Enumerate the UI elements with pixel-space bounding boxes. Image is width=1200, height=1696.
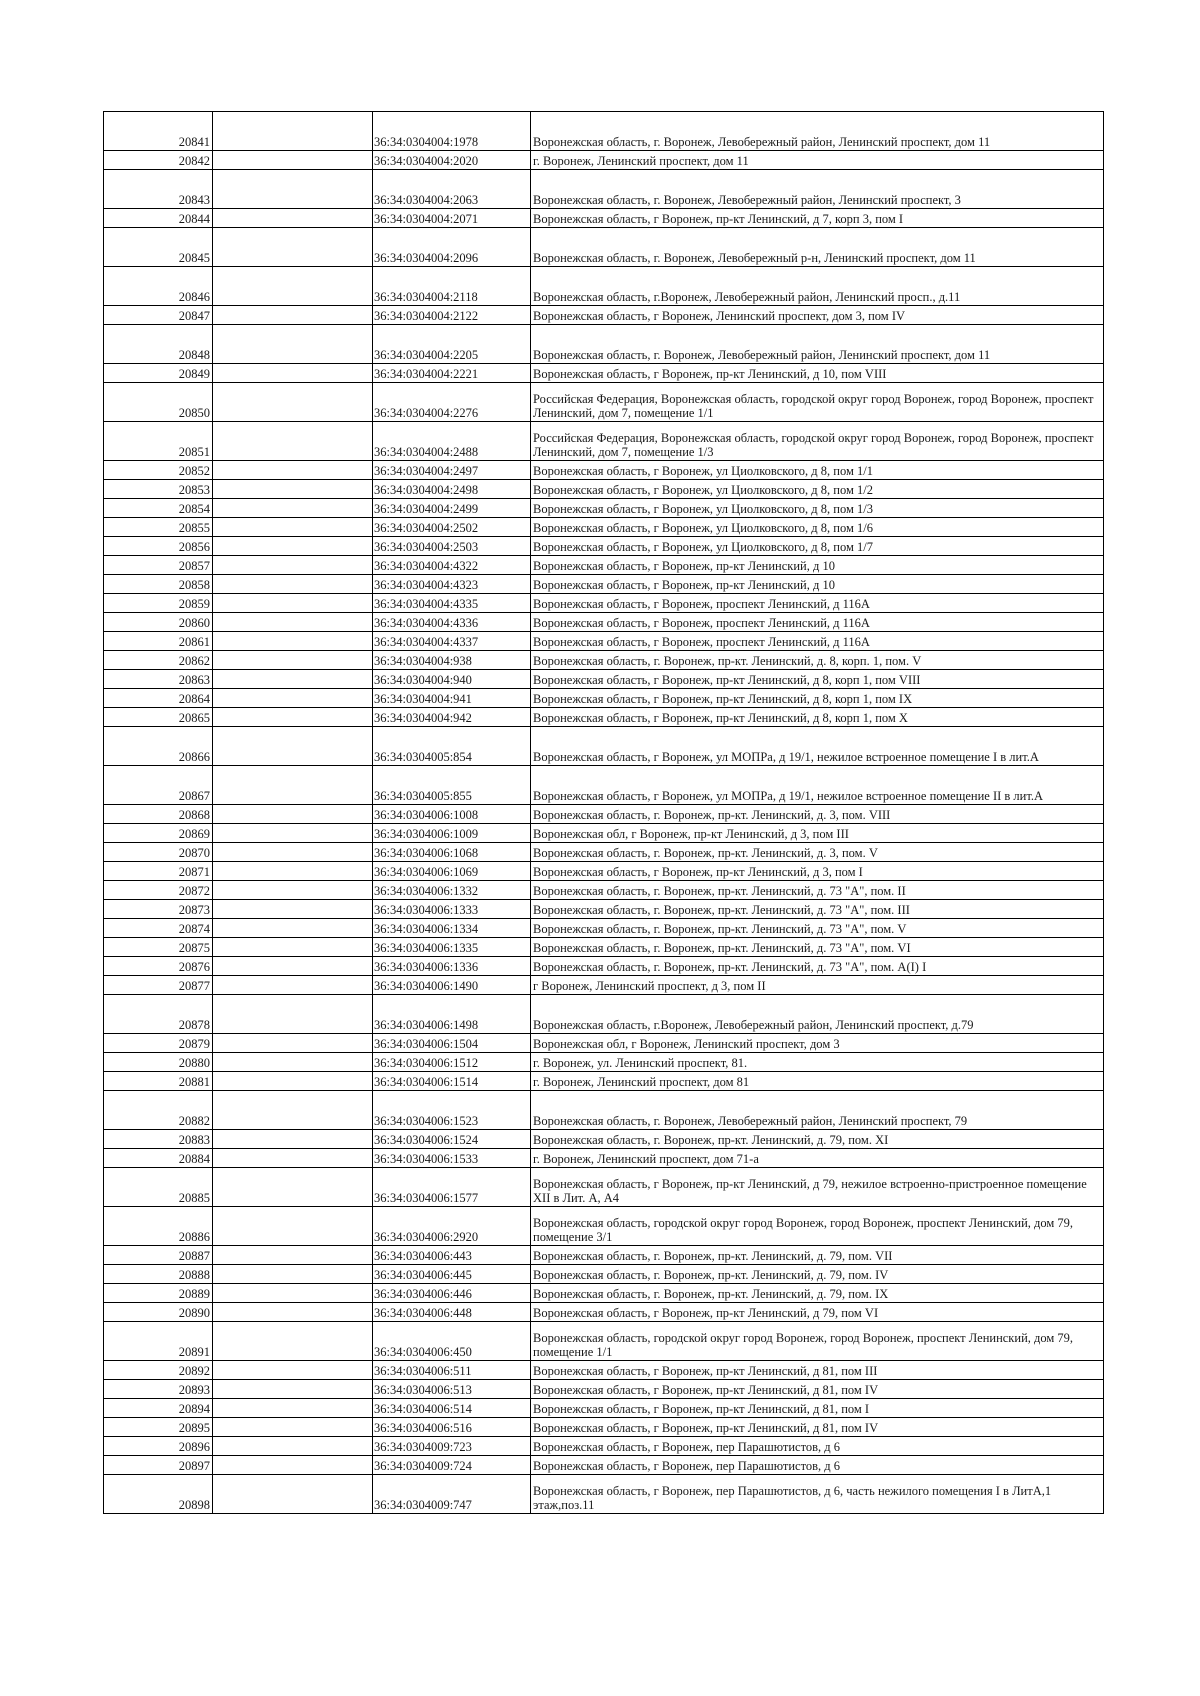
row-number-cell: 20891 [104, 1322, 213, 1361]
cadastral-number-cell: 36:34:0304006:1524 [373, 1130, 531, 1149]
address-cell: Воронежская область, г Воронеж, пр-кт Ленинский, д 10 [531, 575, 1104, 594]
table-row [104, 862, 1104, 881]
table-row [104, 919, 1104, 938]
table-row [104, 1361, 1104, 1380]
table-row [104, 1072, 1104, 1091]
cadastral-number-cell: 36:34:0304006:1514 [373, 1072, 531, 1091]
cadastral-number-cell: 36:34:0304004:2221 [373, 364, 531, 383]
empty-cell [213, 613, 373, 632]
row-number-cell: 20882 [104, 1091, 213, 1130]
table-row [104, 613, 1104, 632]
row-number-cell: 20873 [104, 900, 213, 919]
cadastral-number-cell: 36:34:0304004:4322 [373, 556, 531, 575]
cadastral-number-cell: 36:34:0304004:2488 [373, 422, 531, 461]
table-row [104, 112, 1104, 151]
address-cell: Воронежская область, г. Воронеж, пр-кт. Ленинский, д. 79, пом. XI [531, 1130, 1104, 1149]
table-row [104, 1437, 1104, 1456]
empty-cell [213, 1053, 373, 1072]
address-cell: Воронежская область, г. Воронеж, Левобережный район, Ленинский проспект, 79 [531, 1091, 1104, 1130]
cadastral-number-cell: 36:34:0304006:1523 [373, 1091, 531, 1130]
row-number-cell: 20884 [104, 1149, 213, 1168]
empty-cell [213, 689, 373, 708]
row-number-cell: 20877 [104, 976, 213, 995]
empty-cell [213, 151, 373, 170]
cadastral-number-cell: 36:34:0304006:446 [373, 1284, 531, 1303]
table-row [104, 957, 1104, 976]
address-cell: Воронежская область, г Воронеж, пр-кт Ленинский, д 81, пом IV [531, 1418, 1104, 1437]
table-row [104, 900, 1104, 919]
row-number-cell: 20872 [104, 881, 213, 900]
row-number-cell: 20898 [104, 1475, 213, 1514]
cadastral-number-cell: 36:34:0304006:443 [373, 1246, 531, 1265]
row-number-cell: 20875 [104, 938, 213, 957]
table-row [104, 1303, 1104, 1322]
empty-cell [213, 1361, 373, 1380]
cadastral-number-cell: 36:34:0304004:941 [373, 689, 531, 708]
empty-cell [213, 306, 373, 325]
row-number-cell: 20887 [104, 1246, 213, 1265]
address-cell: Воронежская область, г Воронеж, ул Циолковского, д 8, пом 1/1 [531, 461, 1104, 480]
row-number-cell: 20861 [104, 632, 213, 651]
table-row [104, 651, 1104, 670]
row-number-cell: 20849 [104, 364, 213, 383]
empty-cell [213, 976, 373, 995]
empty-cell [213, 1475, 373, 1514]
address-cell: Воронежская область, г. Воронеж, пр-кт. Ленинский, д. 73 "А", пом. VI [531, 938, 1104, 957]
address-cell: Воронежская область, г. Воронеж, Левобережный р-н, Ленинский проспект, дом 11 [531, 228, 1104, 267]
empty-cell [213, 1130, 373, 1149]
empty-cell [213, 364, 373, 383]
row-number-cell: 20856 [104, 537, 213, 556]
address-cell: Воронежская область, г. Воронеж, пр-кт. Ленинский, д. 73 "А", пом. V [531, 919, 1104, 938]
table-row [104, 518, 1104, 537]
empty-cell [213, 670, 373, 689]
address-cell: Воронежская область, г Воронеж, пр-кт Ленинский, д 81, пом I [531, 1399, 1104, 1418]
table-row [104, 632, 1104, 651]
empty-cell [213, 575, 373, 594]
empty-cell [213, 824, 373, 843]
empty-cell [213, 1322, 373, 1361]
table-row [104, 1246, 1104, 1265]
table-row [104, 170, 1104, 209]
row-number-cell: 20847 [104, 306, 213, 325]
row-number-cell: 20845 [104, 228, 213, 267]
empty-cell [213, 537, 373, 556]
cadastral-number-cell: 36:34:0304006:1009 [373, 824, 531, 843]
empty-cell [213, 766, 373, 805]
table-row [104, 594, 1104, 613]
row-number-cell: 20866 [104, 727, 213, 766]
address-cell: Воронежская область, г. Воронеж, Левобережный район, Ленинский проспект, дом 11 [531, 112, 1104, 151]
table-row [104, 209, 1104, 228]
empty-cell [213, 594, 373, 613]
cadastral-number-cell: 36:34:0304004:4335 [373, 594, 531, 613]
cadastral-number-cell: 36:34:0304006:445 [373, 1265, 531, 1284]
empty-cell [213, 651, 373, 670]
empty-cell [213, 957, 373, 976]
empty-cell [213, 1034, 373, 1053]
address-cell: Воронежская область, г.Воронеж, Левобережный район, Ленинский просп., д.11 [531, 267, 1104, 306]
table-row [104, 267, 1104, 306]
address-cell: Воронежская область, г Воронеж, пр-кт Ленинский, д 79, нежилое встроенно-пристроенное помещение XII в Лит. А, А4 [531, 1168, 1104, 1207]
empty-cell [213, 900, 373, 919]
table-row [104, 708, 1104, 727]
cadastral-number-cell: 36:34:0304006:1069 [373, 862, 531, 881]
row-number-cell: 20876 [104, 957, 213, 976]
row-number-cell: 20880 [104, 1053, 213, 1072]
address-cell: г. Воронеж, Ленинский проспект, дом 81 [531, 1072, 1104, 1091]
empty-cell [213, 1303, 373, 1322]
row-number-cell: 20885 [104, 1168, 213, 1207]
address-cell: Воронежская область, г. Воронеж, Левобережный район, Ленинский проспект, 3 [531, 170, 1104, 209]
address-cell: Воронежская область, г Воронеж, пр-кт Ленинский, д 3, пом I [531, 862, 1104, 881]
address-cell: Воронежская область, г Воронеж, пер Парашютистов, д 6 [531, 1456, 1104, 1475]
table-row [104, 325, 1104, 364]
row-number-cell: 20883 [104, 1130, 213, 1149]
empty-cell [213, 170, 373, 209]
table-row [104, 843, 1104, 862]
address-cell: Воронежская область, г Воронеж, ул МОПРа, д 19/1, нежилое встроенное помещение I в лит.А [531, 727, 1104, 766]
empty-cell [213, 995, 373, 1034]
table-row [104, 556, 1104, 575]
row-number-cell: 20857 [104, 556, 213, 575]
row-number-cell: 20863 [104, 670, 213, 689]
row-number-cell: 20842 [104, 151, 213, 170]
empty-cell [213, 938, 373, 957]
table-row [104, 499, 1104, 518]
address-cell: Воронежская область, г Воронеж, ул Циолковского, д 8, пом 1/7 [531, 537, 1104, 556]
table-row [104, 461, 1104, 480]
cadastral-number-cell: 36:34:0304006:1333 [373, 900, 531, 919]
address-cell: г. Воронеж, ул. Ленинский проспект, 81. [531, 1053, 1104, 1072]
row-number-cell: 20889 [104, 1284, 213, 1303]
row-number-cell: 20846 [104, 267, 213, 306]
address-cell: Воронежская область, г Воронеж, пр-кт Ленинский, д 8, корп 1, пом IX [531, 689, 1104, 708]
empty-cell [213, 881, 373, 900]
table-row [104, 1168, 1104, 1207]
empty-cell [213, 422, 373, 461]
table-row [104, 383, 1104, 422]
table-row [104, 1265, 1104, 1284]
cadastral-number-cell: 36:34:0304004:2096 [373, 228, 531, 267]
cadastral-number-cell: 36:34:0304004:4323 [373, 575, 531, 594]
table-row [104, 1053, 1104, 1072]
empty-cell [213, 1456, 373, 1475]
empty-cell [213, 919, 373, 938]
address-cell: Воронежская область, г.Воронеж, Левобережный район, Ленинский проспект, д.79 [531, 995, 1104, 1034]
cadastral-number-cell: 36:34:0304004:2122 [373, 306, 531, 325]
address-cell: Воронежская обл, г Воронеж, Ленинский проспект, дом 3 [531, 1034, 1104, 1053]
row-number-cell: 20851 [104, 422, 213, 461]
address-cell: Воронежская область, г. Воронеж, пр-кт. Ленинский, д. 3, пом. VIII [531, 805, 1104, 824]
cadastral-number-cell: 36:34:0304006:511 [373, 1361, 531, 1380]
row-number-cell: 20888 [104, 1265, 213, 1284]
empty-cell [213, 499, 373, 518]
table-row [104, 727, 1104, 766]
cadastral-number-cell: 36:34:0304004:1978 [373, 112, 531, 151]
row-number-cell: 20886 [104, 1207, 213, 1246]
address-cell: Воронежская область, г Воронеж, пр-кт Ленинский, д 10, пом VIII [531, 364, 1104, 383]
table-row [104, 364, 1104, 383]
empty-cell [213, 1246, 373, 1265]
empty-cell [213, 556, 373, 575]
cadastral-number-cell: 36:34:0304004:938 [373, 651, 531, 670]
row-number-cell: 20858 [104, 575, 213, 594]
cadastral-number-cell: 36:34:0304006:1068 [373, 843, 531, 862]
row-number-cell: 20890 [104, 1303, 213, 1322]
address-cell: Воронежская область, городской округ город Воронеж, город Воронеж, проспект Ленинский, дом 79, помещение 3/1 [531, 1207, 1104, 1246]
empty-cell [213, 518, 373, 537]
address-cell: Воронежская область, г. Воронеж, пр-кт. Ленинский, д. 73 "А", пом. А(I) I [531, 957, 1104, 976]
table-row [104, 938, 1104, 957]
row-number-cell: 20870 [104, 843, 213, 862]
address-cell: Воронежская область, г Воронеж, пр-кт Ленинский, д 79, пом VI [531, 1303, 1104, 1322]
cadastral-number-cell: 36:34:0304004:2499 [373, 499, 531, 518]
row-number-cell: 20871 [104, 862, 213, 881]
address-cell: Воронежская область, г Воронеж, пр-кт Ленинский, д 10 [531, 556, 1104, 575]
row-number-cell: 20859 [104, 594, 213, 613]
cadastral-number-cell: 36:34:0304006:448 [373, 1303, 531, 1322]
table-row [104, 575, 1104, 594]
address-cell: Воронежская область, г Воронеж, проспект Ленинский, д 116А [531, 613, 1104, 632]
row-number-cell: 20897 [104, 1456, 213, 1475]
address-cell: Воронежская область, г. Воронеж, пр-кт. Ленинский, д. 73 "А", пом. III [531, 900, 1104, 919]
empty-cell [213, 1207, 373, 1246]
row-number-cell: 20869 [104, 824, 213, 843]
empty-cell [213, 1437, 373, 1456]
address-cell: Воронежская область, г. Воронеж, пр-кт. Ленинский, д. 73 "А", пом. II [531, 881, 1104, 900]
row-number-cell: 20865 [104, 708, 213, 727]
address-cell: Воронежская область, г Воронеж, ул Циолковского, д 8, пом 1/3 [531, 499, 1104, 518]
cadastral-number-cell: 36:34:0304004:2276 [373, 383, 531, 422]
row-number-cell: 20894 [104, 1399, 213, 1418]
row-number-cell: 20864 [104, 689, 213, 708]
table-row [104, 151, 1104, 170]
address-cell: Российская Федерация, Воронежская область, городской округ город Воронеж, город Воронеж, проспект Ленинский, дом 7, помещение 1/1 [531, 383, 1104, 422]
table-row [104, 689, 1104, 708]
empty-cell [213, 727, 373, 766]
empty-cell [213, 862, 373, 881]
address-cell: Воронежская область, г. Воронеж, пр-кт. Ленинский, д. 79, пом. IX [531, 1284, 1104, 1303]
table-row [104, 1284, 1104, 1303]
empty-cell [213, 1399, 373, 1418]
table-row [104, 805, 1104, 824]
row-number-cell: 20854 [104, 499, 213, 518]
empty-cell [213, 209, 373, 228]
row-number-cell: 20896 [104, 1437, 213, 1456]
empty-cell [213, 325, 373, 364]
cadastral-number-cell: 36:34:0304004:2071 [373, 209, 531, 228]
address-cell: Воронежская область, г Воронеж, ул Циолковского, д 8, пом 1/6 [531, 518, 1104, 537]
table-row [104, 1380, 1104, 1399]
empty-cell [213, 1072, 373, 1091]
table-row [104, 1034, 1104, 1053]
table-row [104, 537, 1104, 556]
address-cell: Воронежская область, г Воронеж, проспект Ленинский, д 116А [531, 632, 1104, 651]
table-row [104, 1091, 1104, 1130]
cadastral-number-cell: 36:34:0304005:855 [373, 766, 531, 805]
cadastral-number-cell: 36:34:0304006:1533 [373, 1149, 531, 1168]
row-number-cell: 20879 [104, 1034, 213, 1053]
cadastral-number-cell: 36:34:0304004:4336 [373, 613, 531, 632]
empty-cell [213, 1168, 373, 1207]
address-cell: Воронежская область, г Воронеж, пер Парашютистов, д 6, часть нежилого помещения I в ЛитА,1 этаж,поз.11 [531, 1475, 1104, 1514]
empty-cell [213, 1284, 373, 1303]
empty-cell [213, 1149, 373, 1168]
row-number-cell: 20867 [104, 766, 213, 805]
address-cell: Воронежская область, г Воронеж, проспект Ленинский, д 116А [531, 594, 1104, 613]
address-cell: Воронежская область, г Воронеж, пр-кт Ленинский, д 8, корп 1, пом X [531, 708, 1104, 727]
empty-cell [213, 267, 373, 306]
cadastral-number-cell: 36:34:0304006:1336 [373, 957, 531, 976]
table-row [104, 1418, 1104, 1437]
cadastral-number-cell: 36:34:0304006:1498 [373, 995, 531, 1034]
address-cell: Воронежская область, г Воронеж, пр-кт Ленинский, д 81, пом III [531, 1361, 1104, 1380]
row-number-cell: 20855 [104, 518, 213, 537]
empty-cell [213, 1380, 373, 1399]
empty-cell [213, 632, 373, 651]
table-row [104, 1149, 1104, 1168]
address-cell: Воронежская область, г. Воронеж, пр-кт. Ленинский, д. 79, пом. VII [531, 1246, 1104, 1265]
row-number-cell: 20881 [104, 1072, 213, 1091]
row-number-cell: 20848 [104, 325, 213, 364]
address-cell: Воронежская область, г Воронеж, пр-кт Ленинский, д 81, пом IV [531, 1380, 1104, 1399]
cadastral-number-cell: 36:34:0304009:724 [373, 1456, 531, 1475]
cadastral-number-cell: 36:34:0304006:1512 [373, 1053, 531, 1072]
table-row [104, 306, 1104, 325]
table-row [104, 228, 1104, 267]
address-cell: Воронежская область, г Воронеж, пер Парашютистов, д 6 [531, 1437, 1104, 1456]
table-row [104, 670, 1104, 689]
address-cell: г. Воронеж, Ленинский проспект, дом 71-а [531, 1149, 1104, 1168]
row-number-cell: 20878 [104, 995, 213, 1034]
empty-cell [213, 1265, 373, 1284]
address-cell: г Воронеж, Ленинский проспект, д 3, пом II [531, 976, 1104, 995]
table-row [104, 1322, 1104, 1361]
cadastral-number-cell: 36:34:0304004:2020 [373, 151, 531, 170]
empty-cell [213, 1091, 373, 1130]
cadastral-number-cell: 36:34:0304004:942 [373, 708, 531, 727]
row-number-cell: 20841 [104, 112, 213, 151]
empty-cell [213, 228, 373, 267]
cadastral-number-cell: 36:34:0304006:1334 [373, 919, 531, 938]
address-cell: Воронежская область, г. Воронеж, пр-кт. Ленинский, д. 3, пом. V [531, 843, 1104, 862]
cadastral-number-cell: 36:34:0304004:940 [373, 670, 531, 689]
empty-cell [213, 461, 373, 480]
empty-cell [213, 383, 373, 422]
empty-cell [213, 708, 373, 727]
row-number-cell: 20844 [104, 209, 213, 228]
cadastral-number-cell: 36:34:0304006:516 [373, 1418, 531, 1437]
table-body [104, 112, 1104, 1514]
cadastral-number-cell: 36:34:0304004:2205 [373, 325, 531, 364]
address-cell: Воронежская область, г Воронеж, ул Циолковского, д 8, пом 1/2 [531, 480, 1104, 499]
cadastral-number-cell: 36:34:0304005:854 [373, 727, 531, 766]
row-number-cell: 20868 [104, 805, 213, 824]
cadastral-number-cell: 36:34:0304006:450 [373, 1322, 531, 1361]
table-row [104, 976, 1104, 995]
address-cell: Воронежская область, г. Воронеж, пр-кт. Ленинский, д. 8, корп. 1, пом. V [531, 651, 1104, 670]
cadastral-number-cell: 36:34:0304006:1335 [373, 938, 531, 957]
table-row [104, 766, 1104, 805]
cadastral-number-cell: 36:34:0304009:723 [373, 1437, 531, 1456]
address-cell: Воронежская область, городской округ город Воронеж, город Воронеж, проспект Ленинский, дом 79, помещение 1/1 [531, 1322, 1104, 1361]
row-number-cell: 20850 [104, 383, 213, 422]
cadastral-number-cell: 36:34:0304006:2920 [373, 1207, 531, 1246]
address-cell: Воронежская область, г Воронеж, пр-кт Ленинский, д 8, корп 1, пом VIII [531, 670, 1104, 689]
table-row [104, 824, 1104, 843]
row-number-cell: 20862 [104, 651, 213, 670]
table-row [104, 422, 1104, 461]
row-number-cell: 20893 [104, 1380, 213, 1399]
address-cell: Воронежская область, г Воронеж, пр-кт Ленинский, д 7, корп 3, пом I [531, 209, 1104, 228]
empty-cell [213, 1418, 373, 1437]
cadastral-number-cell: 36:34:0304006:1504 [373, 1034, 531, 1053]
cadastral-number-cell: 36:34:0304006:514 [373, 1399, 531, 1418]
table-row [104, 995, 1104, 1034]
address-cell: Воронежская обл, г Воронеж, пр-кт Ленинский, д 3, пом III [531, 824, 1104, 843]
table-row [104, 1456, 1104, 1475]
cadastral-number-cell: 36:34:0304004:2503 [373, 537, 531, 556]
address-cell: Воронежская область, г Воронеж, Ленинский проспект, дом 3, пом IV [531, 306, 1104, 325]
cadastral-number-cell: 36:34:0304006:513 [373, 1380, 531, 1399]
row-number-cell: 20895 [104, 1418, 213, 1437]
cadastral-number-cell: 36:34:0304004:2497 [373, 461, 531, 480]
cadastral-number-cell: 36:34:0304004:2498 [373, 480, 531, 499]
cadastral-number-cell: 36:34:0304009:747 [373, 1475, 531, 1514]
row-number-cell: 20860 [104, 613, 213, 632]
table-row [104, 480, 1104, 499]
table-row [104, 1399, 1104, 1418]
empty-cell [213, 843, 373, 862]
empty-cell [213, 805, 373, 824]
row-number-cell: 20852 [104, 461, 213, 480]
cadastral-number-cell: 36:34:0304006:1008 [373, 805, 531, 824]
table-row [104, 1475, 1104, 1514]
empty-cell [213, 480, 373, 499]
cadastral-number-cell: 36:34:0304006:1577 [373, 1168, 531, 1207]
row-number-cell: 20843 [104, 170, 213, 209]
property-register-table [103, 111, 1104, 1514]
row-number-cell: 20892 [104, 1361, 213, 1380]
table-row [104, 1207, 1104, 1246]
cadastral-number-cell: 36:34:0304004:2063 [373, 170, 531, 209]
address-cell: Воронежская область, г Воронеж, ул МОПРа, д 19/1, нежилое встроенное помещение II в лит.А [531, 766, 1104, 805]
cadastral-number-cell: 36:34:0304004:2502 [373, 518, 531, 537]
empty-cell [213, 112, 373, 151]
cadastral-number-cell: 36:34:0304006:1332 [373, 881, 531, 900]
address-cell: Воронежская область, г. Воронеж, Левобережный район, Ленинский проспект, дом 11 [531, 325, 1104, 364]
table-row [104, 881, 1104, 900]
row-number-cell: 20853 [104, 480, 213, 499]
cadastral-number-cell: 36:34:0304004:2118 [373, 267, 531, 306]
cadastral-number-cell: 36:34:0304006:1490 [373, 976, 531, 995]
address-cell: Российская Федерация, Воронежская область, городской округ город Воронеж, город Воронеж, проспект Ленинский, дом 7, помещение 1/3 [531, 422, 1104, 461]
table-row [104, 1130, 1104, 1149]
address-cell: Воронежская область, г. Воронеж, пр-кт. Ленинский, д. 79, пом. IV [531, 1265, 1104, 1284]
cadastral-number-cell: 36:34:0304004:4337 [373, 632, 531, 651]
address-cell: г. Воронеж, Ленинский проспект, дом 11 [531, 151, 1104, 170]
row-number-cell: 20874 [104, 919, 213, 938]
